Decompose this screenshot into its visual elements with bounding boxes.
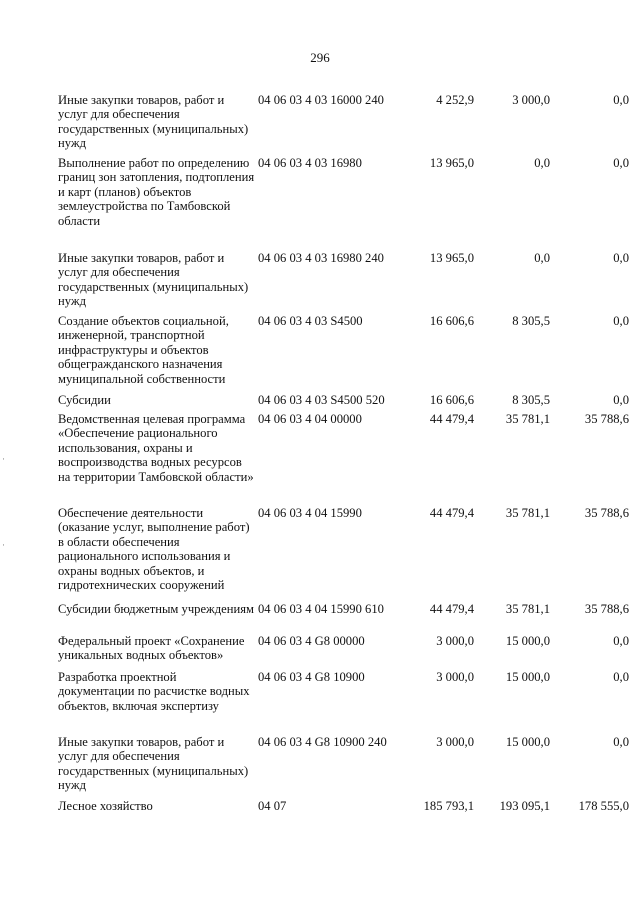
- row-value-2: 0,0: [534, 251, 550, 265]
- row-value-1: 16 606,6: [429, 393, 474, 407]
- row-code: 04 07: [258, 799, 287, 813]
- row-value-2: 3 000,0: [512, 93, 550, 107]
- row-value-1: 4 252,9: [436, 93, 474, 107]
- row-value-3: 0,0: [613, 670, 629, 684]
- row-code: 04 06 03 4 04 15990: [258, 506, 362, 520]
- row-value-2: 35 781,1: [505, 602, 550, 616]
- row-value-3: 35 788,6: [584, 506, 629, 520]
- row-value-2: 8 305,5: [512, 393, 550, 407]
- row-code: 04 06 03 4 04 00000: [258, 412, 362, 426]
- row-value-3: 0,0: [613, 634, 629, 648]
- row-code: 04 06 03 4 G8 10900 240: [258, 735, 387, 749]
- row-code: 04 06 03 4 03 16980: [258, 156, 362, 170]
- row-code: 04 06 03 4 03 16980 240: [258, 251, 384, 265]
- row-code: 04 06 03 4 G8 00000: [258, 634, 365, 648]
- row-value-1: 44 479,4: [429, 412, 474, 426]
- row-name: Выполнение работ по определению границ зон затопления, подтопления и карт (планов) объектов землеустройства по Тамбовской области: [58, 156, 255, 228]
- row-value-1: 13 965,0: [429, 251, 474, 265]
- row-value-2: 0,0: [534, 156, 550, 170]
- row-value-2: 15 000,0: [505, 670, 550, 684]
- row-value-2: 35 781,1: [505, 506, 550, 520]
- row-value-1: 3 000,0: [436, 634, 474, 648]
- row-value-1: 16 606,6: [429, 314, 474, 328]
- row-value-1: 185 793,1: [423, 799, 474, 813]
- row-name: Субсидии бюджетным учреждениям: [58, 602, 254, 616]
- row-name: Иные закупки товаров, работ и услуг для обеспечения государственных (муниципальных) нужд: [58, 735, 249, 793]
- row-value-3: 35 788,6: [584, 412, 629, 426]
- scan-mark: ·: [2, 454, 5, 464]
- row-name: Разработка проектной документации по расчистке водных объектов, включая экспертизу: [58, 670, 250, 713]
- row-value-1: 13 965,0: [429, 156, 474, 170]
- scan-mark: ·: [2, 540, 5, 550]
- row-name: Ведомственная целевая программа «Обеспечение рационального использования, охраны и воспроизводства водных ресурсов на территории Тамбовской области»: [58, 412, 254, 484]
- row-value-3: 0,0: [613, 251, 629, 265]
- row-value-3: 0,0: [613, 93, 629, 107]
- row-name: Создание объектов социальной, инженерной, транспортной инфраструктуры и объектов общегражданского назначения муниципальной собственности: [58, 314, 229, 386]
- row-value-2: 35 781,1: [505, 412, 550, 426]
- row-value-2: 15 000,0: [505, 634, 550, 648]
- row-value-3: 0,0: [613, 156, 629, 170]
- row-value-3: 0,0: [613, 314, 629, 328]
- row-name: Субсидии: [58, 393, 111, 407]
- row-code: 04 06 03 4 03 S4500 520: [258, 393, 385, 407]
- row-code: 04 06 03 4 03 S4500: [258, 314, 363, 328]
- row-value-2: 193 095,1: [499, 799, 550, 813]
- row-value-3: 0,0: [613, 393, 629, 407]
- row-name: Федеральный проект «Сохранение уникальных водных объектов»: [58, 634, 245, 663]
- row-value-3: 178 555,0: [578, 799, 629, 813]
- row-value-1: 3 000,0: [436, 735, 474, 749]
- row-value-2: 15 000,0: [505, 735, 550, 749]
- row-code: 04 06 03 4 04 15990 610: [258, 602, 384, 616]
- row-value-1: 44 479,4: [429, 602, 474, 616]
- row-value-2: 8 305,5: [512, 314, 550, 328]
- row-name: Обеспечение деятельности (оказание услуг, выполнение работ) в области обеспечения рационального использования и охраны водных объектов, и гидротехнических сооружений: [58, 506, 250, 593]
- row-name: Иные закупки товаров, работ и услуг для обеспечения государственных (муниципальных) нужд: [58, 251, 249, 309]
- row-value-1: 44 479,4: [429, 506, 474, 520]
- row-value-1: 3 000,0: [436, 670, 474, 684]
- row-value-3: 35 788,6: [584, 602, 629, 616]
- row-value-3: 0,0: [613, 735, 629, 749]
- row-name: Лесное хозяйство: [58, 799, 153, 813]
- row-code: 04 06 03 4 03 16000 240: [258, 93, 384, 107]
- page-number: 296: [310, 50, 330, 65]
- row-name: Иные закупки товаров, работ и услуг для обеспечения государственных (муниципальных) нужд: [58, 93, 249, 151]
- row-code: 04 06 03 4 G8 10900: [258, 670, 365, 684]
